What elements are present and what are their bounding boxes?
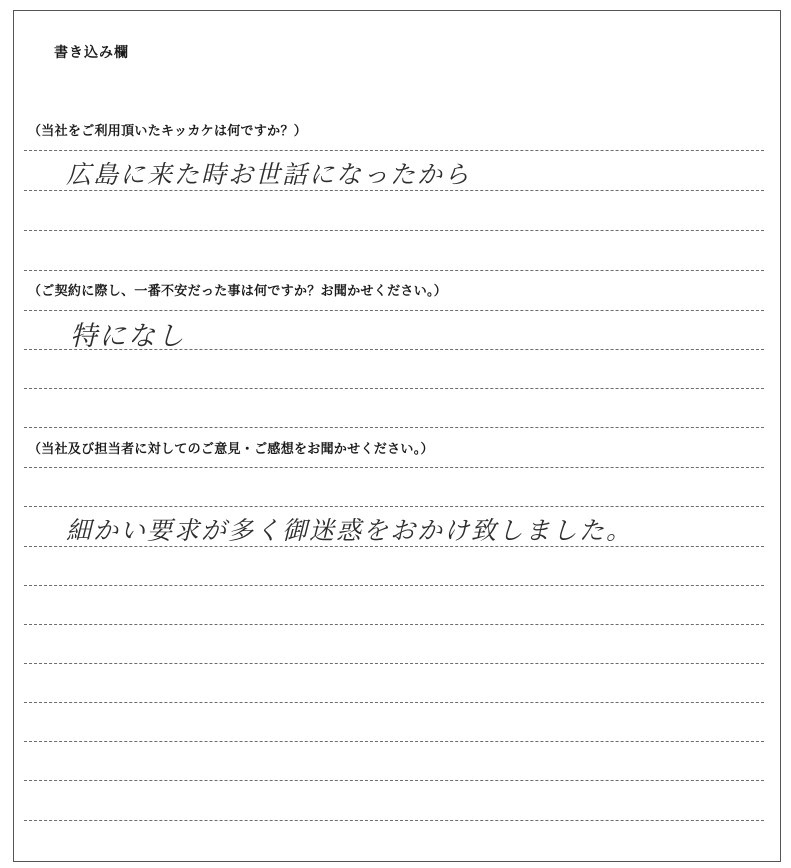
form-title: 書き込み欄 (54, 45, 129, 61)
answer-line (24, 585, 764, 586)
answer-1-handwriting: 広島に来た時お世話になったから (66, 160, 472, 189)
question-1-label: （当社をご利用頂いたキッカケは何ですか？） (28, 124, 308, 139)
answer-line (24, 427, 764, 428)
answer-line (24, 310, 764, 311)
answer-line (24, 230, 764, 231)
question-2-label: （ご契約に際し、一番不安だった事は何ですか？お聞かせください。） (28, 284, 448, 299)
answer-line (24, 388, 764, 389)
answer-line (24, 663, 764, 664)
question-3-label: （当社及び担当者に対してのご意見・ご感想をお聞かせください。） (28, 442, 434, 457)
answer-3-handwriting: 細かい要求が多く御迷惑をおかけ致しました。 (66, 516, 634, 545)
answer-line (24, 546, 764, 547)
answer-line (24, 820, 764, 821)
answer-line (24, 190, 764, 191)
answer-line (24, 349, 764, 350)
answer-2-handwriting: 特になし (70, 321, 186, 352)
answer-line (24, 150, 764, 151)
answer-line (24, 270, 764, 271)
answer-line (24, 741, 764, 742)
answer-line (24, 780, 764, 781)
answer-line (24, 506, 764, 507)
answer-line (24, 624, 764, 625)
answer-line (24, 702, 764, 703)
answer-line (24, 467, 764, 468)
